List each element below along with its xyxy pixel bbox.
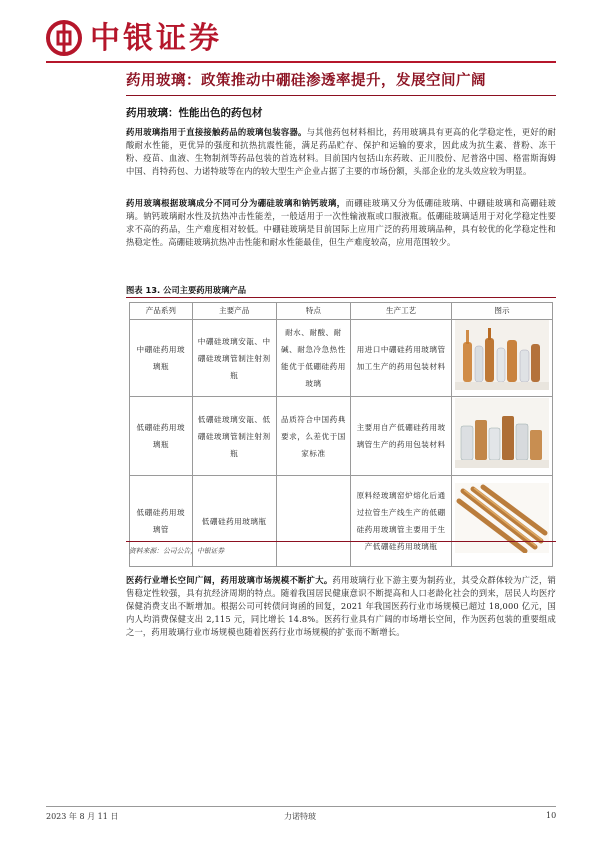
series-cell: 低硼硅药用玻璃瓶 [130,397,193,476]
figure-source: 资料来源：公司公告，中银证券 [129,547,225,555]
paragraph-classification-body: 而硼硅玻璃又分为低硼硅玻璃、中硼硅玻璃和高硼硅玻璃。钠钙玻璃耐水性及抗热冲击性能差，一般适用于一次性输液瓶或口服液瓶。低硼硅玻璃适用于对化学稳定性要求不高的药品，生产难度相对较低。中硼硅玻璃是目前国际上应用广泛的药用玻璃品种，具有较优的化学稳定性和热稳定性。高硼硅玻璃抗热冲击性能和耐水性能最佳，但生产难度较高，应用范围较少。 [126,198,556,247]
page-number: 10 [546,811,557,820]
paragraph-classification [126,197,556,249]
source-divider [126,541,556,542]
paragraph-market-lead: 医药行业增长空间广阔，药用玻璃市场规模不断扩大。 [126,575,333,585]
subsection-title: 药用玻璃：性能出色的药包材 [126,107,263,119]
image-cell [452,320,553,397]
paragraph-intro [126,126,556,178]
products-cell: 中硼硅玻璃安瓿、中硼硅玻璃管制注射剂瓶 [192,320,276,397]
ampoules-photo-image [455,320,549,390]
paragraph-intro-body: 与其他药包材料相比，药用玻璃具有更高的化学稳定性，更好的耐酸耐水性能，更优异的强度和抗热抗震性能，满足药品贮存、保护和运输的要求，因此成为抗生素、普粉、冻干粉、疫苗、血液、生物制剂等药品包装的首选材料。目前国内包括山东药玻、正川股份、尼普洛中国、格雷斯海姆中国、肖特药包、力诺特玻等在内的较大型生产企业占据了主要的市场份额，头部企业的龙头效应较为明显。 [126,127,556,176]
table-header-cell: 生产工艺 [351,303,452,320]
figure-title: 图表 13. 公司主要药用玻璃产品 [126,285,247,295]
series-cell: 低硼硅药用玻璃管 [130,476,193,567]
table-header-cell: 主要产品 [192,303,276,320]
table-header-cell: 特点 [276,303,350,320]
footer-divider [46,806,556,807]
brand-name: 中银证券 [90,21,222,56]
image-cell [452,476,553,567]
table-header-cell: 图示 [452,303,553,320]
process-cell: 原料经玻璃窑炉熔化后通过拉管生产线生产的低硼硅药用玻璃管主要用于生产低硼硅药用玻璃瓶 [351,476,452,567]
features-cell: 耐水、耐酸、耐碱、耐急冷急热性能优于低硼硅药用玻璃 [276,320,350,397]
paragraph-intro-lead: 药用玻璃指用于直接接触药品的玻璃包装容器。 [126,127,307,137]
vials-photo-image [455,398,549,468]
figure-divider [126,297,556,298]
section-divider [126,95,556,96]
table-row [130,397,553,476]
series-cell: 中硼硅药用玻璃瓶 [130,320,193,397]
table-header-cell: 产品系列 [130,303,193,320]
paragraph-classification-lead: 药用玻璃根据玻璃成分不同可分为硼硅玻璃和钠钙玻璃， [126,198,346,208]
features-cell: 品质符合中国药典要求，么差优于国家标准 [276,397,350,476]
process-cell: 用进口中硼硅药用玻璃管加工生产的药用包装材料 [351,320,452,397]
features-cell [276,476,350,567]
bank-of-china-logo-icon [46,20,82,56]
page-header [46,20,556,64]
table-header-row [130,303,553,320]
process-cell: 主要用自产低硼硅药用玻璃管生产的药用包装材料 [351,397,452,476]
glass-tubes-photo-image [455,483,549,553]
header-divider [46,61,556,63]
product-table [129,302,553,567]
paragraph-market [126,574,556,639]
image-cell [452,397,553,476]
section-title: 药用玻璃：政策推动中硼硅渗透率提升，发展空间广阔 [126,73,486,89]
products-cell: 低硼硅药用玻璃瓶 [192,476,276,567]
footer-date: 2023 年 8 月 11 日 [46,812,119,821]
table-row [130,320,553,397]
paragraph-market-body: 药用玻璃行业下游主要为制药业，其受众群体较为广泛，销售稳定性较强，具有抗经济周期的特点。随着我国居民健康意识不断提高和人口老龄化社会的到来，居民人均医疗保健消费支出不断增加。根据公司可转债问询函的回复，2021 年我国医药行业市场规模已超过 18,000 亿元，国内人均消费保健支出 2,115 元，同比增长 14.8%。医药行业具有广阔的市场增长空间，作为医药包装的重要组成之一，药用玻璃行业市场规模也随着医药行业市场规模的扩张而不断增长。 [126,575,557,637]
footer-company: 力诺特玻 [284,812,316,821]
products-cell: 低硼硅玻璃安瓿、低硼硅玻璃管制注射剂瓶 [192,397,276,476]
